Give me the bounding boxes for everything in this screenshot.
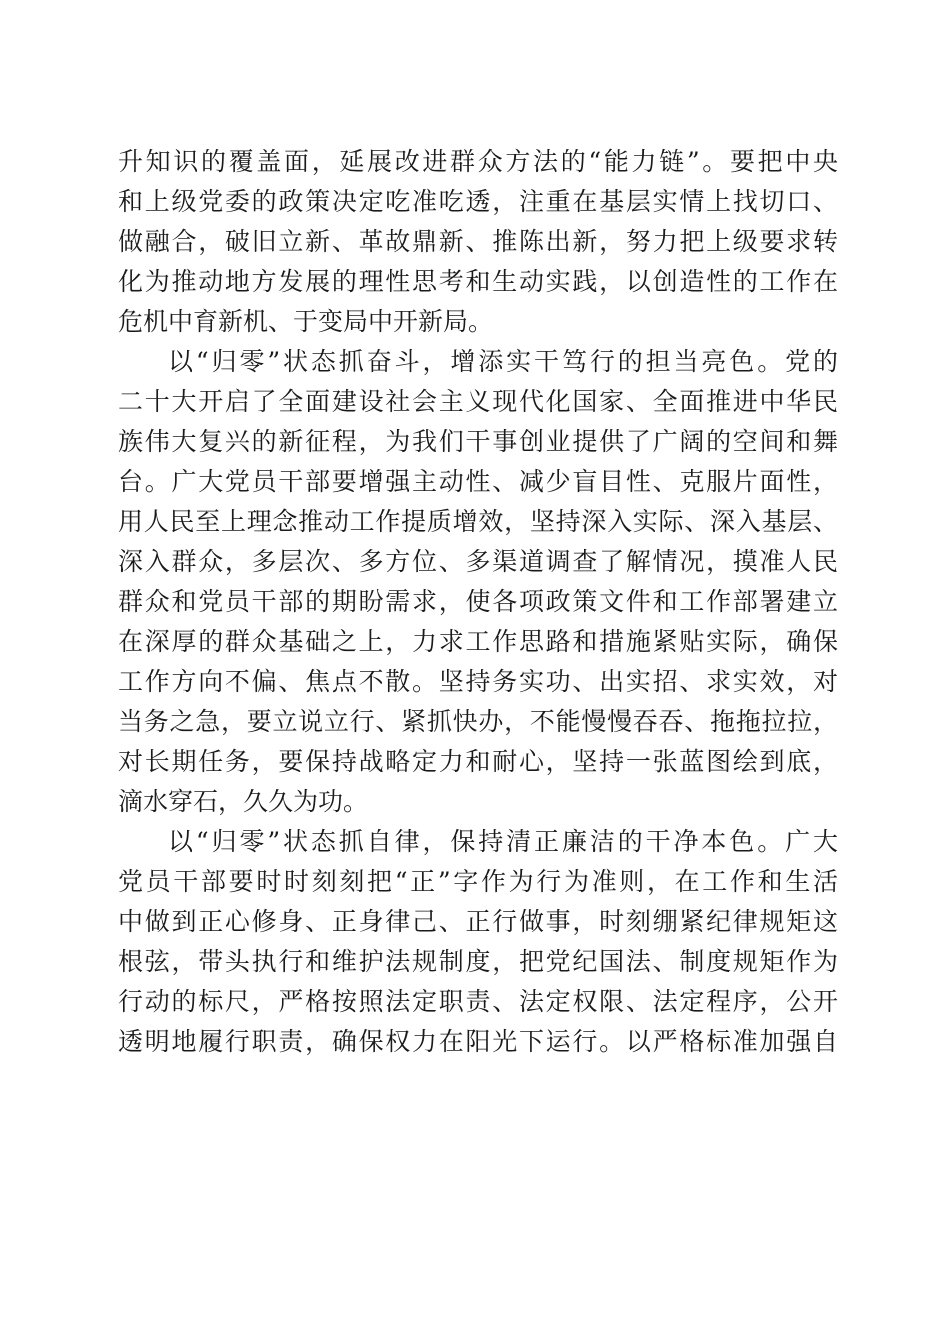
text-line: 危机中育新机、于变局中开新局。 [118, 307, 494, 336]
text-line: 和上级党委的政策决定吃准吃透，注重在基层实情上找切口、 [118, 187, 838, 216]
text-line: 升知识的覆盖面，延展改进群众方法的“能力链”。要把中央 [118, 147, 838, 176]
text-line: 以“归零”状态抓自律，保持清正廉洁的干净本色。广大 [168, 827, 838, 856]
text-line: 化为推动地方发展的理性思考和生动实践，以创造性的工作在 [118, 267, 838, 296]
text-line: 行动的标尺，严格按照法定职责、法定权限、法定程序，公开 [118, 987, 838, 1016]
text-line: 透明地履行职责，确保权力在阳光下运行。以严格标准加强自 [118, 1027, 838, 1056]
text-line: 根弦，带头执行和维护法规制度，把党纪国法、制度规矩作为 [118, 947, 838, 976]
paragraph-2 [118, 342, 838, 822]
paragraph-3 [118, 822, 838, 1062]
text-line: 党员干部要时时刻刻把“正”字作为行为准则，在工作和生活 [118, 867, 838, 896]
text-line: 族伟大复兴的新征程，为我们干事创业提供了广阔的空间和舞 [118, 427, 838, 456]
text-line: 深入群众，多层次、多方位、多渠道调查了解情况，摸准人民 [118, 547, 838, 576]
text-line: 以“归零”状态抓奋斗，增添实干笃行的担当亮色。党的 [168, 347, 838, 376]
text-line: 工作方向不偏、焦点不散。坚持务实功、出实招、求实效，对 [118, 667, 838, 696]
text-line: 对长期任务，要保持战略定力和耐心，坚持一张蓝图绘到底， [118, 747, 838, 776]
paragraph-1 [118, 142, 838, 342]
text-line: 中做到正心修身、正身律己、正行做事，时刻绷紧纪律规矩这 [118, 907, 838, 936]
text-line: 用人民至上理念推动工作提质增效，坚持深入实际、深入基层、 [118, 507, 838, 536]
text-line: 滴水穿石，久久为功。 [118, 787, 369, 816]
text-line: 群众和党员干部的期盼需求，使各项政策文件和工作部署建立 [118, 587, 838, 616]
text-line: 二十大开启了全面建设社会主义现代化国家、全面推进中华民 [118, 387, 838, 416]
text-line: 台。广大党员干部要增强主动性、减少盲目性、克服片面性， [118, 467, 838, 496]
text-line: 做融合，破旧立新、革故鼎新、推陈出新，努力把上级要求转 [118, 227, 838, 256]
document-page [118, 142, 838, 1062]
text-line: 在深厚的群众基础之上，力求工作思路和措施紧贴实际，确保 [118, 627, 838, 656]
text-line: 当务之急，要立说立行、紧抓快办，不能慢慢吞吞、拖拖拉拉， [118, 707, 838, 736]
